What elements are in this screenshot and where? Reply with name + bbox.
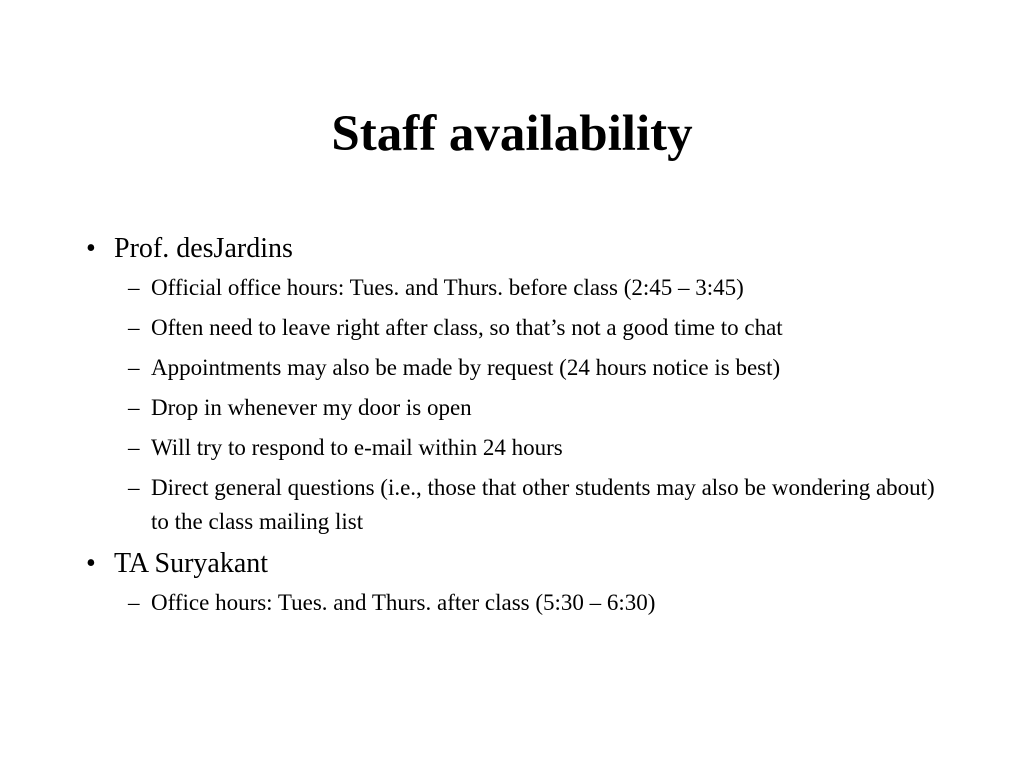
bullet-marker: • (86, 233, 96, 264)
sub-bullet-list (86, 586, 946, 620)
dash-marker: – (128, 315, 140, 340)
sub-bullet-item (86, 431, 946, 465)
dash-marker: – (128, 395, 140, 420)
sub-bullet-text: Appointments may also be made by request (24 hours notice is best) (151, 355, 781, 380)
dash-marker: – (128, 355, 140, 380)
sub-bullet-list (86, 271, 946, 539)
sub-bullet-item (86, 586, 946, 620)
bullet-label: TA Suryakant (114, 548, 269, 579)
sub-bullet-text: Direct general questions (i.e., those that other students may also be wondering about) to the class mailing list (151, 475, 935, 534)
sub-bullet-text: Official office hours: Tues. and Thurs. before class (2:45 – 3:45) (151, 275, 744, 300)
dash-marker: – (128, 275, 140, 300)
sub-bullet-item (86, 471, 946, 539)
sub-bullet-item (86, 311, 946, 345)
dash-marker: – (128, 590, 140, 615)
bullet-item-prof-desjardins (86, 230, 946, 268)
sub-bullet-item (86, 391, 946, 425)
bullet-label: Prof. desJardins (114, 233, 293, 264)
bullet-group-ta (86, 545, 946, 620)
bullet-marker: • (86, 548, 96, 579)
sub-bullet-text: Drop in whenever my door is open (151, 395, 472, 420)
bullet-group-prof (86, 230, 946, 539)
bullet-item-ta-suryakant (86, 545, 946, 583)
sub-bullet-text: Often need to leave right after class, so that’s not a good time to chat (151, 315, 783, 340)
dash-marker: – (128, 475, 140, 500)
sub-bullet-item (86, 351, 946, 385)
slide-title: Staff availability (331, 106, 693, 162)
sub-bullet-text: Will try to respond to e-mail within 24 hours (151, 435, 563, 460)
slide-content (86, 230, 946, 626)
sub-bullet-text: Office hours: Tues. and Thurs. after class (5:30 – 6:30) (151, 590, 656, 615)
sub-bullet-item (86, 271, 946, 305)
dash-marker: – (128, 435, 140, 460)
